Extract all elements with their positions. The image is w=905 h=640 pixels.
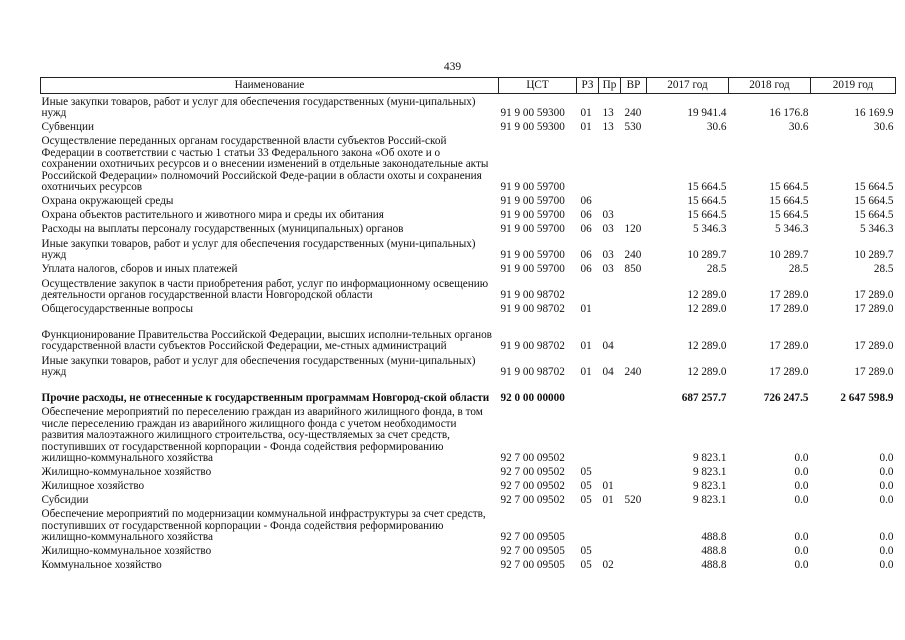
row-rz: 05 bbox=[580, 466, 592, 479]
row-2019: 0.0 bbox=[879, 559, 894, 572]
row-2018: 0.0 bbox=[794, 452, 809, 465]
row-rz: 01 bbox=[580, 340, 592, 353]
row-2019: 30.6 bbox=[873, 121, 894, 134]
row-vr bbox=[621, 208, 647, 222]
row-rz: 01 bbox=[580, 121, 592, 134]
row-name: Жилищно-коммунальное хозяйство bbox=[41, 545, 212, 558]
row-vr: 520 bbox=[624, 494, 642, 507]
row-vr bbox=[621, 544, 647, 558]
row-vr bbox=[621, 479, 647, 493]
row-pr: 03 bbox=[602, 249, 614, 262]
row-2017: 9 823.1 bbox=[692, 452, 727, 465]
row-name: Расходы на выплаты персоналу государственных (муниципальных) органов bbox=[41, 223, 404, 236]
table-row bbox=[41, 276, 896, 302]
row-2017: 28.5 bbox=[706, 263, 727, 276]
row-pr: 03 bbox=[602, 209, 614, 222]
row-2017: 488.8 bbox=[701, 545, 727, 558]
row-cst: 91 9 00 59700 bbox=[500, 223, 565, 236]
row-2018: 10 289.7 bbox=[769, 249, 809, 262]
row-2017: 15 664.5 bbox=[687, 181, 727, 194]
row-2019: 10 289.7 bbox=[854, 249, 894, 262]
row-vr: 240 bbox=[624, 107, 642, 120]
row-2019: 2 647 598.9 bbox=[840, 392, 894, 405]
row-2018: 0.0 bbox=[794, 466, 809, 479]
row-name: Коммунальное хозяйство bbox=[41, 559, 162, 572]
table-row bbox=[41, 236, 896, 262]
header-vr: ВР bbox=[621, 78, 647, 94]
row-name: Общегосударственные вопросы bbox=[41, 303, 194, 316]
row-cst: 92 7 00 09505 bbox=[500, 559, 565, 572]
row-2018: 17 289.0 bbox=[769, 289, 809, 302]
row-cst: 91 9 00 98702 bbox=[500, 289, 565, 302]
row-vr bbox=[621, 465, 647, 479]
row-2019: 0.0 bbox=[879, 452, 894, 465]
row-cst: 91 9 00 59300 bbox=[500, 121, 565, 134]
row-vr bbox=[621, 134, 647, 194]
row-pr: 03 bbox=[602, 263, 614, 276]
row-2017: 12 289.0 bbox=[687, 303, 727, 316]
row-name: Прочие расходы, не отнесенные к государственным программам Новгород-ской области bbox=[41, 392, 490, 405]
row-2017: 5 346.3 bbox=[692, 223, 727, 236]
row-name: Жилищно-коммунальное хозяйство bbox=[41, 466, 212, 479]
row-name: Жилищное хозяйство bbox=[41, 480, 145, 493]
row-vr bbox=[621, 276, 647, 302]
row-vr: 120 bbox=[624, 223, 642, 236]
row-rz: 05 bbox=[580, 480, 592, 493]
row-rz: 05 bbox=[580, 559, 592, 572]
row-2017: 10 289.7 bbox=[687, 249, 727, 262]
row-vr: 530 bbox=[624, 121, 642, 134]
row-2017: 9 823.1 bbox=[692, 480, 727, 493]
budget-table bbox=[40, 77, 896, 572]
row-2019: 15 664.5 bbox=[854, 209, 894, 222]
row-cst: 91 9 00 98702 bbox=[500, 303, 565, 316]
row-rz: 05 bbox=[580, 545, 592, 558]
row-cst: 91 9 00 59700 bbox=[500, 209, 565, 222]
header-cst: ЦСТ bbox=[499, 78, 577, 94]
row-2017: 488.8 bbox=[701, 531, 727, 544]
header-2018: 2018 год bbox=[729, 78, 811, 94]
row-vr: 240 bbox=[624, 366, 642, 379]
row-rz: 01 bbox=[580, 107, 592, 120]
row-name: Субсидии bbox=[41, 494, 89, 507]
row-pr bbox=[599, 302, 621, 316]
row-2019: 0.0 bbox=[879, 466, 894, 479]
row-name: Иные закупки товаров, работ и услуг для обеспечения государственных (муни-ципальных) нужд bbox=[41, 237, 476, 262]
row-2017: 19 941.4 bbox=[687, 107, 727, 120]
row-2018: 17 289.0 bbox=[769, 366, 809, 379]
table-row bbox=[41, 544, 896, 558]
row-rz: 01 bbox=[580, 303, 592, 316]
row-vr bbox=[621, 558, 647, 572]
row-name: Осуществление переданных органам государственной власти субъектов Россий-ской Федерации в соответствии с частью 1 статьи 33 Федерального закона «Об охоте и о сохранении охотничьих ресурсов и о внесении изменений в отдельные законодательные акты Российской Федерации» полномочий Российской Феде-рации в области охоты и сохранения охотничьих ресурсов bbox=[41, 135, 489, 194]
row-cst: 92 0 00 00000 bbox=[500, 392, 565, 405]
row-pr: 01 bbox=[602, 494, 614, 507]
row-rz: 06 bbox=[580, 249, 592, 262]
row-2018: 16 176.8 bbox=[769, 107, 809, 120]
row-vr bbox=[621, 379, 647, 405]
table-row bbox=[41, 302, 896, 316]
row-vr bbox=[621, 194, 647, 208]
row-cst: 91 9 00 59700 bbox=[500, 249, 565, 262]
row-pr bbox=[599, 276, 621, 302]
row-pr: 13 bbox=[602, 107, 614, 120]
row-pr bbox=[599, 465, 621, 479]
page-number: 439 bbox=[443, 61, 462, 73]
row-2018: 28.5 bbox=[788, 263, 809, 276]
row-pr: 01 bbox=[602, 480, 614, 493]
row-2019: 5 346.3 bbox=[859, 223, 894, 236]
row-cst: 92 7 00 09502 bbox=[500, 480, 565, 493]
row-rz bbox=[577, 507, 599, 544]
header-pr: Пр bbox=[599, 78, 621, 94]
row-name: Иные закупки товаров, работ и услуг для обеспечения государственных (муни-ципальных) нужд bbox=[41, 354, 476, 379]
row-cst: 92 7 00 09502 bbox=[500, 494, 565, 507]
row-2017: 12 289.0 bbox=[687, 366, 727, 379]
table-row bbox=[41, 507, 896, 544]
row-2018: 0.0 bbox=[794, 480, 809, 493]
row-name: Обеспечение мероприятий по модернизации коммунальной инфраструктуры за счет средств, поступивших от государственной корпорации - Фонда содействия реформированию жилищно-коммунального хозяйства bbox=[41, 508, 486, 544]
row-pr bbox=[599, 194, 621, 208]
row-pr: 03 bbox=[602, 223, 614, 236]
row-2019: 0.0 bbox=[879, 545, 894, 558]
row-cst: 92 7 00 09505 bbox=[500, 545, 565, 558]
table-row bbox=[41, 316, 896, 353]
row-name: Охрана окружающей среды bbox=[41, 195, 174, 208]
row-rz bbox=[577, 276, 599, 302]
row-vr bbox=[621, 316, 647, 353]
row-rz: 06 bbox=[580, 223, 592, 236]
row-rz: 06 bbox=[580, 263, 592, 276]
table-row bbox=[41, 222, 896, 236]
row-rz bbox=[577, 134, 599, 194]
row-2018: 17 289.0 bbox=[769, 303, 809, 316]
row-pr: 04 bbox=[602, 366, 614, 379]
row-2018: 15 664.5 bbox=[769, 195, 809, 208]
row-2017: 12 289.0 bbox=[687, 340, 727, 353]
row-2019: 17 289.0 bbox=[854, 303, 894, 316]
row-rz bbox=[577, 379, 599, 405]
row-cst: 91 9 00 59700 bbox=[500, 263, 565, 276]
row-pr bbox=[599, 507, 621, 544]
table-row bbox=[41, 493, 896, 507]
row-cst: 91 9 00 59300 bbox=[500, 107, 565, 120]
row-2017: 488.8 bbox=[701, 559, 727, 572]
row-2019: 17 289.0 bbox=[854, 289, 894, 302]
table-row bbox=[41, 479, 896, 493]
row-2019: 0.0 bbox=[879, 494, 894, 507]
row-2018: 726 247.5 bbox=[763, 392, 809, 405]
table-header-row bbox=[41, 78, 896, 94]
header-name: Наименование bbox=[41, 78, 499, 94]
row-2018: 0.0 bbox=[794, 494, 809, 507]
row-2017: 9 823.1 bbox=[692, 466, 727, 479]
table-row bbox=[41, 465, 896, 479]
row-vr bbox=[621, 302, 647, 316]
row-2018: 17 289.0 bbox=[769, 340, 809, 353]
row-rz bbox=[577, 405, 599, 465]
table-row bbox=[41, 134, 896, 194]
row-2019: 15 664.5 bbox=[854, 181, 894, 194]
row-2018: 15 664.5 bbox=[769, 181, 809, 194]
row-cst: 92 7 00 09505 bbox=[500, 531, 565, 544]
table-row bbox=[41, 353, 896, 379]
row-cst: 91 9 00 98702 bbox=[500, 366, 565, 379]
row-cst: 91 9 00 98702 bbox=[500, 340, 565, 353]
row-cst: 92 7 00 09502 bbox=[500, 466, 565, 479]
row-2019: 17 289.0 bbox=[854, 366, 894, 379]
row-name: Охрана объектов растительного и животного мира и среды их обитания bbox=[41, 209, 384, 222]
table-row bbox=[41, 120, 896, 134]
row-2017: 15 664.5 bbox=[687, 195, 727, 208]
row-2018: 30.6 bbox=[788, 121, 809, 134]
row-name: Функционирование Правительства Российской Федерации, высших исполни-тельных органов государственной власти субъектов Российской Федерации, ме-стных администраций bbox=[41, 328, 492, 353]
row-2019: 0.0 bbox=[879, 531, 894, 544]
row-name: Уплата налогов, сборов и иных платежей bbox=[41, 263, 238, 276]
row-2018: 15 664.5 bbox=[769, 209, 809, 222]
row-2018: 5 346.3 bbox=[774, 223, 809, 236]
table-row bbox=[41, 405, 896, 465]
row-pr bbox=[599, 405, 621, 465]
row-2017: 687 257.7 bbox=[681, 392, 727, 405]
row-name: Иные закупки товаров, работ и услуг для обеспечения государственных (муни-ципальных) нужд bbox=[41, 95, 476, 120]
table-row bbox=[41, 194, 896, 208]
row-2019: 28.5 bbox=[873, 263, 894, 276]
row-rz: 05 bbox=[580, 494, 592, 507]
row-2019: 0.0 bbox=[879, 480, 894, 493]
row-2018: 0.0 bbox=[794, 559, 809, 572]
header-rz: РЗ bbox=[577, 78, 599, 94]
row-name: Субвенции bbox=[41, 121, 94, 134]
row-2019: 16 169.9 bbox=[854, 107, 894, 120]
row-pr: 13 bbox=[602, 121, 614, 134]
row-2018: 0.0 bbox=[794, 545, 809, 558]
row-vr bbox=[621, 405, 647, 465]
row-2017: 12 289.0 bbox=[687, 289, 727, 302]
row-vr: 850 bbox=[624, 263, 642, 276]
row-2018: 0.0 bbox=[794, 531, 809, 544]
row-pr: 04 bbox=[602, 340, 614, 353]
row-rz: 06 bbox=[580, 195, 592, 208]
table-row bbox=[41, 262, 896, 276]
row-2017: 15 664.5 bbox=[687, 209, 727, 222]
row-pr bbox=[599, 379, 621, 405]
row-2017: 30.6 bbox=[706, 121, 727, 134]
table-row bbox=[41, 208, 896, 222]
row-rz: 06 bbox=[580, 209, 592, 222]
row-cst: 92 7 00 09502 bbox=[500, 452, 565, 465]
table-row bbox=[41, 558, 896, 572]
row-cst: 91 9 00 59700 bbox=[500, 195, 565, 208]
row-2019: 15 664.5 bbox=[854, 195, 894, 208]
header-2019: 2019 год bbox=[811, 78, 896, 94]
row-name: Осуществление закупок в части приобретения работ, услуг по информационному освещению деятельности органов государственной власти Новгородской области bbox=[41, 277, 489, 302]
table-row bbox=[41, 379, 896, 405]
row-2017: 9 823.1 bbox=[692, 494, 727, 507]
row-name: Обеспечение мероприятий по переселению граждан из аварийного жилищного фонда, в том числе переселению граждан из аварийного жилищного фонда с учетом необходимости развития малоэтажного жилищного строительства, осу-ществляемых за счет средств, поступивших от государственной корпорации - Фонда содействия реформированию жилищно-коммунального хозяйства bbox=[41, 406, 483, 465]
row-2019: 17 289.0 bbox=[854, 340, 894, 353]
row-pr bbox=[599, 544, 621, 558]
row-vr: 240 bbox=[624, 249, 642, 262]
row-cst: 91 9 00 59700 bbox=[500, 181, 565, 194]
header-2017: 2017 год bbox=[647, 78, 729, 94]
row-rz: 01 bbox=[580, 366, 592, 379]
row-vr bbox=[621, 507, 647, 544]
row-pr: 02 bbox=[602, 559, 614, 572]
row-pr bbox=[599, 134, 621, 194]
table-row bbox=[41, 94, 896, 121]
